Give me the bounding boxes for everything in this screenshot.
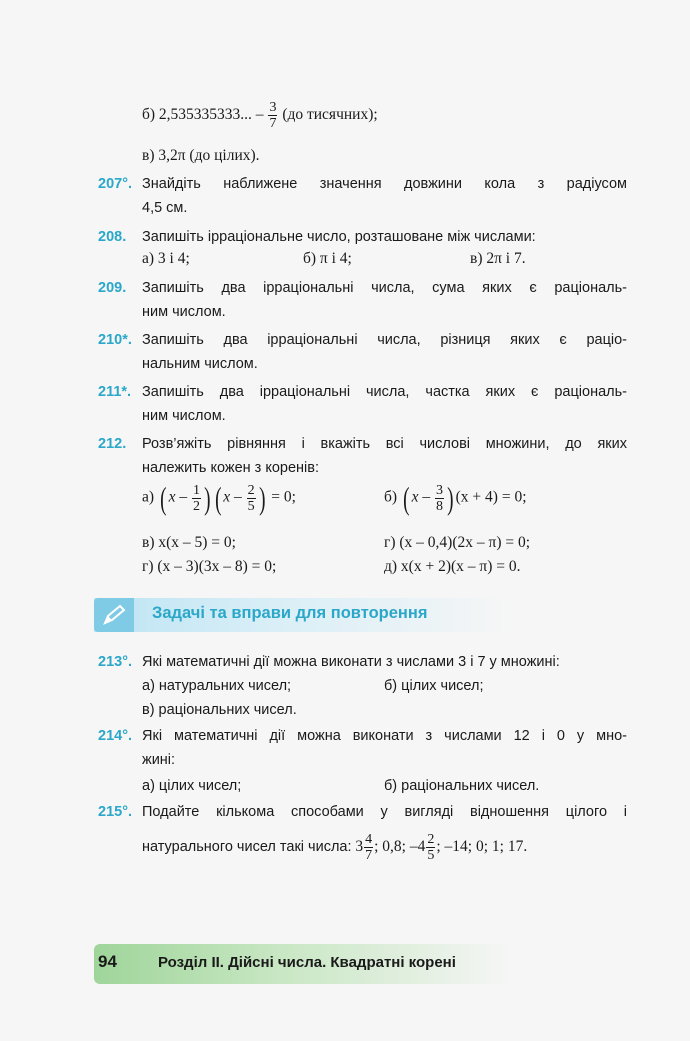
problem-207-line2: 4,5 см. (142, 200, 188, 216)
item-b-top: б) 2,535335333... – $\frac{3}{7}$ (до тисячних); (142, 100, 378, 131)
problem-210-line1: Запишіть два ірраціональні числа, різниця яких є раціо- (142, 332, 627, 348)
problem-208-line1: Запишіть ірраціональне число, розташоване між числами: (142, 229, 536, 245)
problem-208-c: в) 2π і 7. (470, 250, 526, 267)
problem-215-line2: натурального чисел такі числа: 3 $\frac{4}{7}$ ; 0,8; –4 $\frac{2}{5}$ ; –14; 0; 1; 17. (142, 832, 528, 863)
problem-214-b: б) раціональних чисел. (384, 778, 540, 794)
problem-209-line2: ним числом. (142, 304, 226, 320)
chapter-title: Розділ II. Дійсні числа. Квадратні корені (158, 954, 456, 971)
problem-number-212: 212. (98, 436, 127, 452)
equation-212-a: а) ( x – $\frac{1}{2}$ ) ( x – $\frac{2}{5}$ ) = 0; (142, 480, 296, 516)
problem-212-line1: Розв’яжіть рівняння і вкажіть всі числові множини, до яких (142, 436, 627, 452)
problem-209-line1: Запишіть два ірраціональні числа, сума яких є раціональ- (142, 280, 627, 296)
fraction: $\frac{3}{7}$ (269, 100, 277, 131)
problem-208-a: а) 3 і 4; (142, 250, 190, 267)
section-title: Задачі та вправи для повторення (152, 604, 428, 622)
problem-214-a: а) цілих чисел; (142, 778, 242, 794)
problem-207-line1: Знайдіть наближене значення довжини кола з радіусом (142, 176, 627, 192)
page-number: 94 (98, 952, 117, 971)
problem-number-208: 208. (98, 229, 127, 245)
problem-number-213: 213°. (98, 654, 133, 670)
pencil-icon (94, 598, 134, 632)
problem-213-c: в) раціональних чисел. (142, 702, 297, 718)
problem-214-line1: Які математичні дії можна виконати з числами 12 і 0 у мно- (142, 728, 627, 744)
problem-211-line1: Запишіть два ірраціональні числа, частка яких є раціональ- (142, 384, 627, 400)
problem-208-b: б) π і 4; (303, 250, 352, 267)
item-v-top: в) 3,2π (до цілих). (142, 147, 260, 164)
problem-214-line2: жині: (142, 752, 176, 768)
problem-211-line2: ним числом. (142, 408, 226, 424)
problem-213-line1: Які математичні дії можна виконати з числами 3 і 7 у множині: (142, 654, 560, 670)
equation-212-d: д) x(x + 2)(x – π) = 0. (384, 558, 521, 575)
equation-212-g2: г) (x – 3)(3x – 8) = 0; (142, 558, 277, 575)
problem-212-line2: належить кожен з коренів: (142, 460, 320, 476)
equation-212-b: б) ( x – $\frac{3}{8}$ ) (x + 4) = 0; (384, 480, 527, 516)
problem-number-211: 211*. (98, 384, 132, 400)
equation-212-v: в) x(x – 5) = 0; (142, 534, 236, 551)
problem-number-209: 209. (98, 280, 127, 296)
problem-number-214: 214°. (98, 728, 133, 744)
problem-number-215: 215°. (98, 804, 133, 820)
problem-213-b: б) цілих чисел; (384, 678, 484, 694)
problem-number-207: 207°. (98, 176, 133, 192)
equation-212-g1: г) (x – 0,4)(2x – π) = 0; (384, 534, 531, 551)
problem-213-a: а) натуральних чисел; (142, 678, 292, 694)
problem-number-210: 210*. (98, 332, 132, 348)
problem-215-line1: Подайте кількома способами у вигляді відношення цілого і (142, 804, 627, 820)
problem-210-line2: нальним числом. (142, 356, 258, 372)
